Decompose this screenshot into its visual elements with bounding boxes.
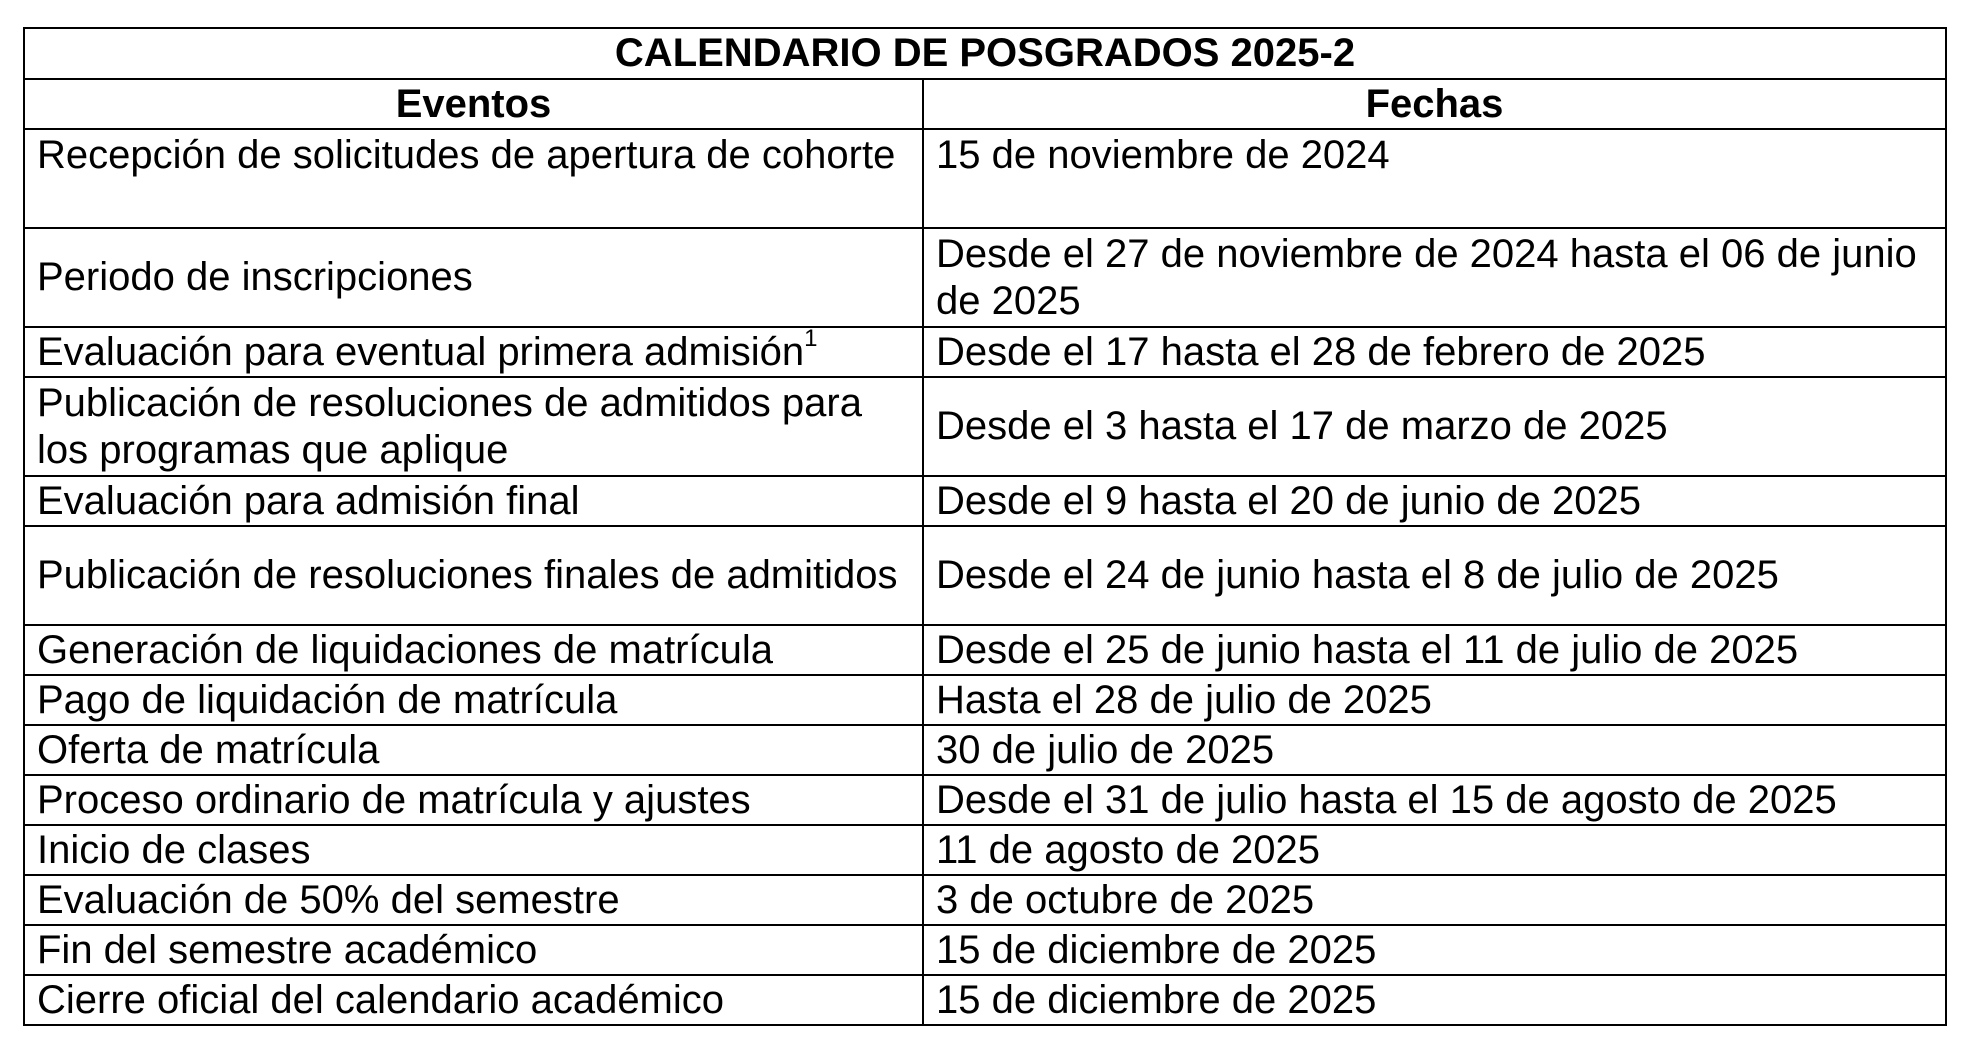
date-cell: 30 de julio de 2025 bbox=[923, 725, 1946, 775]
header-row bbox=[24, 79, 1946, 129]
table-row bbox=[24, 625, 1946, 675]
table-row bbox=[24, 129, 1946, 228]
table-row bbox=[24, 825, 1946, 875]
event-cell: Periodo de inscripciones bbox=[24, 228, 923, 327]
title-row bbox=[24, 28, 1946, 79]
date-cell: Desde el 24 de junio hasta el 8 de julio de 2025 bbox=[923, 526, 1946, 625]
event-cell: Inicio de clases bbox=[24, 825, 923, 875]
event-cell: Evaluación para admisión final bbox=[24, 476, 923, 526]
event-cell: Generación de liquidaciones de matrícula bbox=[24, 625, 923, 675]
date-cell: 3 de octubre de 2025 bbox=[923, 875, 1946, 925]
table-title: CALENDARIO DE POSGRADOS 2025-2 bbox=[24, 28, 1946, 79]
event-cell: Proceso ordinario de matrícula y ajustes bbox=[24, 775, 923, 825]
event-cell: Oferta de matrícula bbox=[24, 725, 923, 775]
date-cell: Desde el 17 hasta el 28 de febrero de 2025 bbox=[923, 327, 1946, 377]
date-cell: Desde el 3 hasta el 17 de marzo de 2025 bbox=[923, 377, 1946, 476]
date-cell: 15 de diciembre de 2025 bbox=[923, 925, 1946, 975]
event-text: Evaluación para eventual primera admisión bbox=[37, 329, 805, 374]
events-column-header: Eventos bbox=[24, 79, 923, 129]
table-row bbox=[24, 327, 1946, 377]
event-cell: Pago de liquidación de matrícula bbox=[24, 675, 923, 725]
table-row bbox=[24, 675, 1946, 725]
table-row bbox=[24, 526, 1946, 625]
date-cell: Desde el 25 de junio hasta el 11 de julio de 2025 bbox=[923, 625, 1946, 675]
dates-column-header: Fechas bbox=[923, 79, 1946, 129]
event-cell: Cierre oficial del calendario académico bbox=[24, 975, 923, 1025]
date-cell: 15 de noviembre de 2024 bbox=[923, 129, 1946, 228]
event-cell: Fin del semestre académico bbox=[24, 925, 923, 975]
table-row bbox=[24, 975, 1946, 1025]
table-row bbox=[24, 725, 1946, 775]
date-cell: Desde el 31 de julio hasta el 15 de agosto de 2025 bbox=[923, 775, 1946, 825]
posgrados-calendar-table bbox=[23, 27, 1947, 1026]
table-row bbox=[24, 228, 1946, 327]
date-cell: Hasta el 28 de julio de 2025 bbox=[923, 675, 1946, 725]
date-cell: Desde el 27 de noviembre de 2024 hasta el 06 de junio de 2025 bbox=[923, 228, 1946, 327]
date-cell: 11 de agosto de 2025 bbox=[923, 825, 1946, 875]
table-row bbox=[24, 377, 1946, 476]
event-cell: Evaluación de 50% del semestre bbox=[24, 875, 923, 925]
event-cell: Publicación de resoluciones finales de admitidos bbox=[24, 526, 923, 625]
table-row bbox=[24, 775, 1946, 825]
date-cell: 15 de diciembre de 2025 bbox=[923, 975, 1946, 1025]
event-cell: Publicación de resoluciones de admitidos para los programas que aplique bbox=[24, 377, 923, 476]
event-cell bbox=[24, 327, 923, 377]
table-row bbox=[24, 476, 1946, 526]
table-row bbox=[24, 925, 1946, 975]
table-row bbox=[24, 875, 1946, 925]
footnote-marker: 1 bbox=[804, 325, 818, 353]
date-cell: Desde el 9 hasta el 20 de junio de 2025 bbox=[923, 476, 1946, 526]
event-cell: Recepción de solicitudes de apertura de cohorte bbox=[24, 129, 923, 228]
